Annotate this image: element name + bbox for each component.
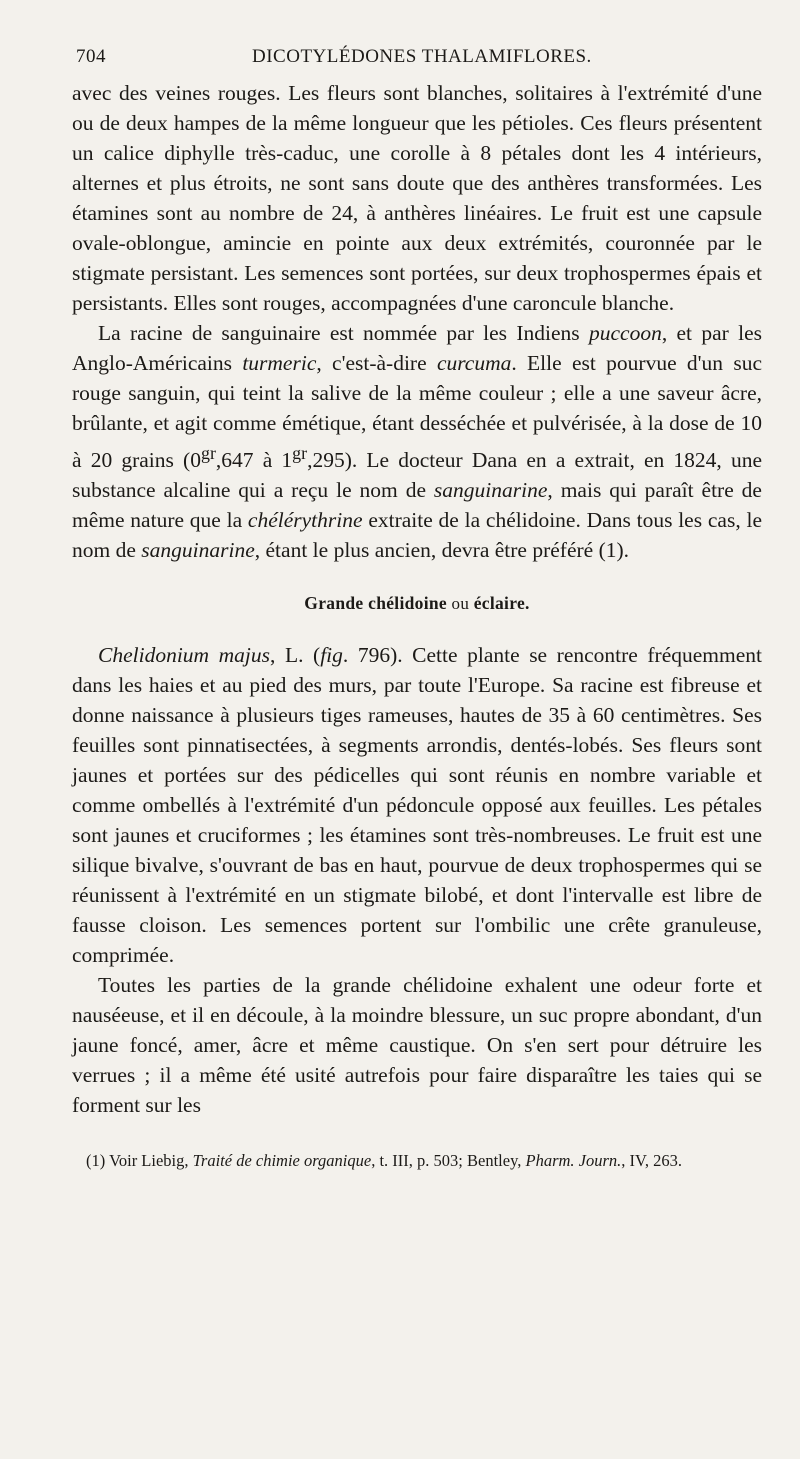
italic-term: puccoon (588, 321, 662, 345)
unit-superscript: gr (200, 443, 216, 463)
text-run: . 796). Cette plante se rencontre fréquemment dans les haies et au pied des murs, par toute l'Europe. Sa racine est fibreuse et donne naissance à plusieurs tiges rameuses, hautes de 35 à 60 centimètres. Ses feuilles sont pinnatisectées, à segments arrondis, dentés-lobés. Ses fleurs sont jaunes et portées sur des pédicelles qui sont réunis en nombre variable et comme ombellés à l'extrémité d'un pédoncule opposé aux feuilles. Les pétales sont jaunes et cruciformes ; les étamines sont très-nombreuses. Le fruit est une silique bivalve, s'ouvrant de bas en haut, pourvue de deux trophospermes qui se réunissent à l'extrémité en un stigmate bilobé, et dont l'intervalle est libre de fausse cloison. Les semences portent sur l'ombilic une crête granuleuse, comprimée. (72, 643, 763, 968)
body-text (72, 78, 762, 1172)
heading-part: Grande chélidoine (304, 593, 447, 614)
text-run: extraite de la chélidoine. Dans tous les cas, le nom de (72, 508, 762, 563)
text-run: , et par les Anglo-Américains (72, 321, 763, 375)
text-run: . Elle est pourvue d'un suc rouge sanguin, qui teint la salive de la même couleur ; elle a une saveur âcre, brûlante, et agit comme émétique, étant desséchée et pulvérisée, à la dose de 10 à 20 grains (0 (72, 351, 762, 473)
italic-term: chélérythrine (247, 508, 363, 533)
paragraph-sanguinaria-root (72, 318, 762, 565)
italic-term: Traité de chimie organique (192, 1151, 372, 1171)
page-number: 704 (76, 46, 106, 67)
paragraph-chelidonium-description (72, 640, 762, 970)
text-run: , c'est-à-dire (316, 351, 437, 375)
text-run: , étant le plus ancien, devra être préféré (1). (254, 538, 630, 563)
italic-term: Chelidonium majus (98, 643, 271, 668)
text-run: , IV, 263. (621, 1151, 682, 1171)
text-run: ,647 à 1 (215, 448, 293, 473)
running-title: DICOTYLÉDONES THALAMIFLORES. (252, 46, 592, 67)
italic-term: turmeric (242, 351, 317, 375)
text-run: , L. ( (270, 643, 321, 668)
text-run: , mais qui paraît être de même nature que la (72, 478, 762, 533)
italic-term: curcuma (436, 351, 512, 375)
italic-term: sanguinarine (433, 478, 548, 503)
text-run: , t. III, p. 503; Bentley, (371, 1151, 526, 1171)
paragraph-sanguinaria-description: avec des veines rouges. Les fleurs sont blanches, solitaires à l'extrémité d'une ou de deux hampes de la même longueur que les pétioles. Ces fleurs présentent un calice diphylle très-caduc, une corolle à 8 pétales dont les 4 intérieurs, alternes et plus étroits, ne sont sans doute que des anthères transformées. Les étamines sont au nombre de 24, à anthères linéaires. Le fruit est une capsule ovale-oblongue, amincie en pointe aux deux extrémités, couronnée par le stigmate persistant. Les semences sont portées, sur deux trophospermes épais et persistants. Elles sont rouges, accompagnées d'une caroncule blanche. (72, 81, 762, 315)
italic-term: fig (320, 643, 343, 668)
text-run: La racine de sanguinaire est nommée par les Indiens (98, 321, 589, 345)
italic-term: Pharm. Journ. (525, 1151, 622, 1171)
running-head (72, 40, 762, 78)
section-heading (72, 593, 762, 614)
text-run: (1) Voir Liebig, (86, 1151, 193, 1171)
unit-superscript: gr (292, 443, 308, 463)
heading-conjunction: ou (446, 594, 474, 614)
text-run: ,295). Le docteur Dana en a extrait, en 1824, une substance alcaline qui a reçu le nom de (72, 448, 763, 503)
heading-part: éclaire. (473, 593, 530, 614)
footnote (72, 1150, 762, 1172)
paragraph-chelidonium-properties: Toutes les parties de la grande chélidoine exhalent une odeur forte et nauséeuse, et il en découle, à la moindre blessure, un suc propre abondant, d'un jaune foncé, amer, âcre et même caustique. On s'en sert pour détruire les verrues ; il a même été usité autrefois pour faire disparaître les taies qui se forment sur les (72, 973, 762, 1118)
italic-term: sanguinarine (141, 538, 255, 563)
